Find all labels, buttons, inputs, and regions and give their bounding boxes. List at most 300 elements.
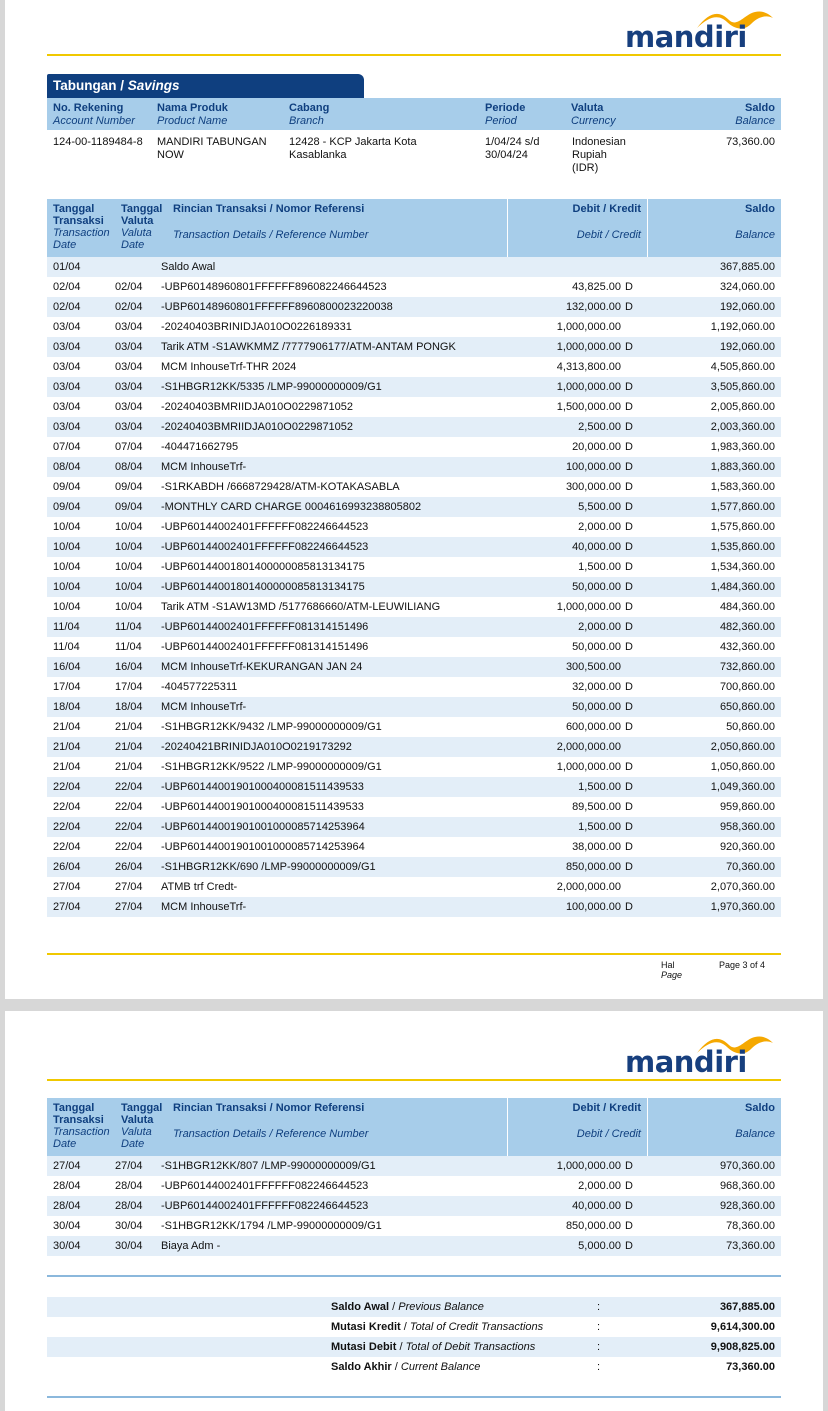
cell-balance: 192,060.00 <box>641 337 781 357</box>
cell-amount: 850,000.00 <box>565 1220 621 1232</box>
cell-value-date: 21/04 <box>115 761 143 773</box>
cell-date: 07/04 <box>53 441 81 453</box>
cell-dc: D <box>625 721 633 733</box>
summary-value: 9,908,825.00 <box>622 1337 781 1357</box>
summary-value: 9,614,300.00 <box>710 1321 775 1333</box>
table-row <box>47 477 781 497</box>
summary-row <box>47 1297 781 1317</box>
cell-balance: 482,360.00 <box>641 617 781 637</box>
cell-balance: 2,070,360.00 <box>710 881 775 893</box>
cell-balance: 1,970,360.00 <box>641 897 781 917</box>
cell-detail: Tarik ATM -S1AWKMMZ /7777906177/ATM-ANTAM PONGK <box>155 337 485 357</box>
cell-dc: D <box>625 817 641 837</box>
cell-detail: -404577225311 <box>161 681 238 693</box>
cell-detail: MCM InhouseTrf- <box>155 897 485 917</box>
summary-divider <box>47 1275 781 1277</box>
cell-amount: 600,000.00 <box>565 721 621 733</box>
table-row <box>47 1176 781 1196</box>
cell-amount: 38,000.00 <box>572 841 621 853</box>
cell-date: 03/04 <box>47 377 109 397</box>
col-branch: Cabang Branch <box>289 102 330 127</box>
cell-detail: -UBP60144001801400000085813134175 <box>155 577 485 597</box>
cell-detail: Tarik ATM -S1AW13MD /5177686660/ATM-LEUWILIANG <box>161 601 441 613</box>
col-product-name: Nama Produk Product Name <box>157 102 228 127</box>
cell-detail: Saldo Awal <box>155 257 485 277</box>
cell-detail: -UBP60144001901000400081511439533 <box>155 777 485 797</box>
account-header-row <box>47 98 781 130</box>
cell-date: 11/04 <box>53 641 80 653</box>
cell-date: 03/04 <box>53 401 81 413</box>
table-row <box>47 1196 781 1216</box>
cell-amount: 2,000,000.00 <box>556 881 621 893</box>
cell-detail: -UBP60144001901001000085714253964 <box>155 817 485 837</box>
cell-dc: D <box>625 561 633 573</box>
cell-dc: D <box>625 481 633 493</box>
cell-balance: 958,360.00 <box>641 817 781 837</box>
cell-balance: 1,534,360.00 <box>710 561 775 573</box>
table-row <box>47 737 781 757</box>
transactions-header <box>47 199 781 257</box>
mandiri-logo <box>625 6 775 54</box>
cell-dc: D <box>625 537 641 557</box>
cell-dc: D <box>625 577 641 597</box>
cell-detail: -UBP60144002401FFFFFF082246644523 <box>155 1196 485 1216</box>
cell-balance: 732,860.00 <box>641 657 781 677</box>
summary-separator: : <box>591 1337 622 1357</box>
table-row <box>47 577 781 597</box>
cell-balance: 78,360.00 <box>726 1220 775 1232</box>
cell-amount: 300,000.00 <box>565 481 621 493</box>
cell-detail: -UBP60144001901000400081511439533 <box>161 801 364 813</box>
cell-detail: -S1HBGR12KK/1794 /LMP-99000000009/G1 <box>161 1220 382 1232</box>
cell-amount: 1,000,000.00 <box>485 1156 625 1176</box>
cell-detail: -UBP60144002401FFFFFF082246644523 <box>161 1180 369 1192</box>
cell-amount <box>485 257 625 277</box>
cell-date: 10/04 <box>47 577 109 597</box>
logo-wordmark: mandiri <box>625 20 747 54</box>
cell-dc: D <box>625 401 633 413</box>
cell-date: 28/04 <box>53 1180 81 1192</box>
table-row <box>47 317 781 337</box>
cell-dc: D <box>625 801 633 813</box>
product-name: MANDIRI TABUNGAN NOW <box>157 136 267 161</box>
cell-dc <box>625 357 641 377</box>
cell-value-date: 30/04 <box>115 1220 143 1232</box>
cell-date: 10/04 <box>47 537 109 557</box>
cell-amount: 20,000.00 <box>572 441 621 453</box>
account-balance: 73,360.00 <box>726 136 775 148</box>
cell-value-date: 03/04 <box>115 401 143 413</box>
cell-detail: -UBP60148960801FFFFFF896082246644523 <box>161 281 387 293</box>
statement-page-4 <box>5 1011 823 1411</box>
cell-balance: 970,360.00 <box>641 1156 781 1176</box>
cell-value-date: 26/04 <box>109 857 155 877</box>
cell-value-date: 09/04 <box>115 481 143 493</box>
cell-amount: 50,000.00 <box>572 641 621 653</box>
cell-amount: 100,000.00 <box>485 897 625 917</box>
cell-amount: 2,000.00 <box>578 521 621 533</box>
table-row <box>47 817 781 837</box>
cell-date: 21/04 <box>53 761 81 773</box>
cell-date: 03/04 <box>53 361 81 373</box>
col-debit-credit: Debit / Kredit Debit / Credit <box>572 1102 641 1140</box>
cell-balance: 432,360.00 <box>719 641 775 653</box>
col-debit-credit: Debit / Kredit Debit / Credit <box>572 203 641 241</box>
col-transaction-date: Tanggal Transaksi Transaction Date <box>53 1102 110 1150</box>
summary-value: 367,885.00 <box>622 1297 781 1317</box>
cell-dc: D <box>625 521 633 533</box>
cell-amount: 32,000.00 <box>572 681 621 693</box>
cell-dc: D <box>625 857 641 877</box>
cell-balance: 367,885.00 <box>641 257 781 277</box>
cell-date: 09/04 <box>53 481 81 493</box>
cell-amount: 100,000.00 <box>485 457 625 477</box>
cell-value-date: 03/04 <box>115 321 143 333</box>
cell-dc: D <box>625 1236 641 1256</box>
cell-date: 22/04 <box>47 777 109 797</box>
cell-value-date: 03/04 <box>115 361 143 373</box>
table-row <box>47 637 781 657</box>
cell-value-date: 03/04 <box>109 337 155 357</box>
cell-date: 01/04 <box>47 257 109 277</box>
col-balance: Saldo Balance <box>735 102 775 127</box>
cell-dc: D <box>625 441 633 453</box>
col-period: Periode Period <box>485 102 526 127</box>
table-row <box>47 857 781 877</box>
cell-amount: 50,000.00 <box>485 577 625 597</box>
cell-amount: 1,000,000.00 <box>556 761 621 773</box>
cell-balance: 2,003,360.00 <box>641 417 781 437</box>
cell-date: 21/04 <box>53 721 81 733</box>
section-title-en: Savings <box>127 78 180 93</box>
page-number: Page 3 of 4 <box>719 960 766 970</box>
cell-dc <box>625 317 641 337</box>
cell-dc: D <box>625 297 641 317</box>
table-row <box>47 697 781 717</box>
col-account-number: No. Rekening Account Number <box>53 102 135 127</box>
table-row <box>47 437 781 457</box>
cell-balance: 700,860.00 <box>719 681 775 693</box>
cell-date: 22/04 <box>53 801 81 813</box>
cell-balance: 324,060.00 <box>719 281 775 293</box>
cell-value-date: 27/04 <box>115 881 143 893</box>
cell-amount: 132,000.00 <box>485 297 625 317</box>
cell-value-date: 28/04 <box>109 1196 155 1216</box>
cell-value-date: 30/04 <box>109 1236 155 1256</box>
cell-detail: -S1HBGR12KK/690 /LMP-99000000009/G1 <box>155 857 485 877</box>
table-row <box>47 1236 781 1256</box>
table-row <box>47 797 781 817</box>
cell-amount: 1,000,000.00 <box>485 337 625 357</box>
cell-date: 03/04 <box>53 321 81 333</box>
table-row <box>47 617 781 637</box>
table-row <box>47 837 781 857</box>
cell-date: 22/04 <box>47 817 109 837</box>
cell-balance: 650,860.00 <box>641 697 781 717</box>
cell-detail: -S1RKABDH /6668729428/ATM-KOTAKASABLA <box>161 481 400 493</box>
cell-dc: D <box>625 1156 641 1176</box>
cell-detail: MCM InhouseTrf-THR 2024 <box>161 361 297 373</box>
cell-value-date: 10/04 <box>115 561 143 573</box>
table-row <box>47 717 781 737</box>
cell-balance: 192,060.00 <box>641 297 781 317</box>
col-saldo: Saldo Balance <box>735 1102 775 1140</box>
statement-page-3 <box>5 0 823 999</box>
table-row <box>47 517 781 537</box>
transactions-header <box>47 1098 781 1156</box>
table-row <box>47 457 781 477</box>
cell-detail: -20240421BRINIDJA010O0219173292 <box>155 737 485 757</box>
cell-value-date: 03/04 <box>109 377 155 397</box>
cell-balance: 70,360.00 <box>641 857 781 877</box>
summary-separator: : <box>591 1297 622 1317</box>
transactions-table <box>47 1156 781 1256</box>
cell-amount: 40,000.00 <box>485 537 625 557</box>
summary-label: Saldo Awal / Previous Balance <box>325 1297 591 1317</box>
summary-row <box>47 1317 781 1337</box>
cell-value-date: 27/04 <box>109 1156 155 1176</box>
cell-balance: 968,360.00 <box>719 1180 775 1192</box>
cell-detail: -S1HBGR12KK/9522 /LMP-99000000009/G1 <box>161 761 382 773</box>
cell-value-date: 28/04 <box>115 1180 143 1192</box>
cell-date: 27/04 <box>47 1156 109 1176</box>
table-row <box>47 1156 781 1176</box>
cell-value-date: 10/04 <box>109 537 155 557</box>
cell-value-date: 18/04 <box>109 697 155 717</box>
cell-amount: 4,313,800.00 <box>556 361 621 373</box>
footer-divider <box>47 1396 781 1398</box>
cell-detail: MCM InhouseTrf-KEKURANGAN JAN 24 <box>155 657 485 677</box>
cell-date: 26/04 <box>47 857 109 877</box>
cell-detail: -UBP60144001801400000085813134175 <box>161 561 365 573</box>
cell-detail: -20240403BMRIIDJA010O0229871052 <box>155 417 485 437</box>
cell-dc <box>625 877 641 897</box>
table-row <box>47 397 781 417</box>
currency: Indonesian Rupiah (IDR) <box>572 136 626 174</box>
cell-value-date <box>109 257 155 277</box>
cell-dc: D <box>625 1196 641 1216</box>
cell-date: 21/04 <box>47 737 109 757</box>
cell-detail: -20240403BMRIIDJA010O0229871052 <box>161 401 354 413</box>
summary-label: Saldo Akhir / Current Balance <box>331 1361 481 1373</box>
cell-balance: 1,983,360.00 <box>710 441 775 453</box>
summary-separator: : <box>597 1321 601 1333</box>
cell-amount: 2,000.00 <box>485 617 625 637</box>
cell-dc: D <box>625 697 641 717</box>
cell-detail: -UBP60144002401FFFFFF081314151496 <box>161 641 369 653</box>
logo-wordmark: mandiri <box>625 1045 747 1079</box>
table-row <box>47 897 781 917</box>
cell-detail: -MONTHLY CARD CHARGE 0004616993238805802 <box>155 497 485 517</box>
summary-label: Mutasi Debit / Total of Debit Transactions <box>325 1337 591 1357</box>
header-divider <box>47 1079 781 1081</box>
cell-amount: 1,500,000.00 <box>556 401 621 413</box>
table-row <box>47 877 781 897</box>
cell-detail: -S1HBGR12KK/807 /LMP-99000000009/G1 <box>155 1156 485 1176</box>
cell-dc <box>625 657 641 677</box>
cell-balance: 1,050,860.00 <box>710 761 775 773</box>
summary-separator: : <box>597 1361 601 1373</box>
col-value-date: Tanggal Valuta Valuta Date <box>121 203 163 251</box>
cell-detail: MCM InhouseTrf- <box>155 457 485 477</box>
cell-dc: D <box>625 497 641 517</box>
cell-value-date: 09/04 <box>109 497 155 517</box>
cell-date: 03/04 <box>47 337 109 357</box>
table-row <box>47 277 781 297</box>
cell-date: 18/04 <box>47 697 109 717</box>
cell-date: 30/04 <box>53 1220 81 1232</box>
cell-balance: 920,360.00 <box>719 841 775 853</box>
account-number: 124-00-1189484-8 <box>53 136 143 148</box>
table-row <box>47 777 781 797</box>
cell-amount: 1,500.00 <box>485 777 625 797</box>
cell-dc <box>625 257 641 277</box>
cell-amount: 50,000.00 <box>485 697 625 717</box>
cell-amount: 850,000.00 <box>485 857 625 877</box>
cell-value-date: 10/04 <box>115 601 143 613</box>
cell-dc: D <box>625 281 633 293</box>
cell-amount: 300,500.00 <box>485 657 625 677</box>
summary-table <box>47 1297 781 1377</box>
table-row <box>47 597 781 617</box>
cell-date: 03/04 <box>47 417 109 437</box>
cell-date: 28/04 <box>47 1196 109 1216</box>
cell-balance: 2,050,860.00 <box>641 737 781 757</box>
cell-date: 30/04 <box>47 1236 109 1256</box>
cell-amount: 43,825.00 <box>572 281 621 293</box>
cell-dc: D <box>625 377 641 397</box>
table-row <box>47 757 781 777</box>
col-saldo: Saldo Balance <box>735 203 775 241</box>
statement-period: 1/04/24 s/d 30/04/24 <box>485 136 540 161</box>
cell-amount: 2,500.00 <box>485 417 625 437</box>
cell-value-date: 22/04 <box>109 777 155 797</box>
table-row <box>47 557 781 577</box>
cell-balance: 1,192,060.00 <box>710 321 775 333</box>
table-row <box>47 1216 781 1236</box>
cell-value-date: 22/04 <box>109 817 155 837</box>
cell-dc: D <box>625 457 641 477</box>
cell-value-date: 16/04 <box>109 657 155 677</box>
cell-balance: 4,505,860.00 <box>710 361 775 373</box>
cell-value-date: 21/04 <box>109 737 155 757</box>
cell-value-date: 21/04 <box>115 721 143 733</box>
cell-balance: 1,583,360.00 <box>710 481 775 493</box>
cell-detail: -S1HBGR12KK/9432 /LMP-99000000009/G1 <box>161 721 382 733</box>
col-transaction-date: Tanggal Transaksi Transaction Date <box>53 203 110 251</box>
transactions-table <box>47 257 781 917</box>
cell-dc: D <box>625 601 633 613</box>
cell-value-date: 10/04 <box>115 521 143 533</box>
cell-dc: D <box>625 1220 633 1232</box>
cell-balance: 50,860.00 <box>726 721 775 733</box>
cell-detail: -404471662795 <box>161 441 239 453</box>
table-row <box>47 537 781 557</box>
cell-dc <box>625 737 641 757</box>
cell-amount: 40,000.00 <box>485 1196 625 1216</box>
cell-amount: 1,000,000.00 <box>556 321 621 333</box>
cell-balance: 959,860.00 <box>719 801 775 813</box>
cell-amount: 1,000,000.00 <box>485 377 625 397</box>
cell-balance: 73,360.00 <box>641 1236 781 1256</box>
cell-balance: 1,049,360.00 <box>641 777 781 797</box>
col-transaction-details: Rincian Transaksi / Nomor Referensi Transaction Details / Reference Number <box>173 203 369 241</box>
cell-detail: ATMB trf Credt- <box>161 881 238 893</box>
cell-dc: D <box>625 681 633 693</box>
table-row <box>47 417 781 437</box>
cell-date: 02/04 <box>47 297 109 317</box>
section-title-id: Tabungan <box>53 78 117 93</box>
cell-amount: 5,000.00 <box>485 1236 625 1256</box>
table-row <box>47 677 781 697</box>
table-row <box>47 497 781 517</box>
table-row <box>47 377 781 397</box>
cell-detail: -S1HBGR12KK/5335 /LMP-99000000009/G1 <box>155 377 485 397</box>
cell-date: 17/04 <box>53 681 81 693</box>
table-row <box>47 257 781 277</box>
cell-amount: 1,000,000.00 <box>556 601 621 613</box>
cell-dc: D <box>625 841 633 853</box>
cell-dc: D <box>625 777 641 797</box>
col-currency: Valuta Currency <box>571 102 616 127</box>
cell-value-date: 17/04 <box>115 681 143 693</box>
cell-amount: 2,000.00 <box>578 1180 621 1192</box>
cell-amount: 5,500.00 <box>485 497 625 517</box>
cell-dc: D <box>625 761 633 773</box>
cell-balance: 1,535,860.00 <box>641 537 781 557</box>
table-row <box>47 297 781 317</box>
cell-balance: 2,005,860.00 <box>710 401 775 413</box>
cell-value-date: 02/04 <box>109 297 155 317</box>
cell-value-date: 07/04 <box>115 441 143 453</box>
cell-value-date: 22/04 <box>115 801 143 813</box>
cell-date: 02/04 <box>53 281 81 293</box>
cell-value-date: 27/04 <box>109 897 155 917</box>
cell-date: 10/04 <box>53 601 81 613</box>
cell-dc: D <box>625 641 633 653</box>
cell-date: 11/04 <box>47 617 109 637</box>
cell-detail: Biaya Adm - <box>155 1236 485 1256</box>
cell-balance: 3,505,860.00 <box>641 377 781 397</box>
summary-row <box>47 1357 781 1377</box>
table-row <box>47 357 781 377</box>
cell-balance: 1,575,860.00 <box>710 521 775 533</box>
footer-divider <box>47 953 781 955</box>
cell-detail: -UBP60144002401FFFFFF082246644523 <box>161 521 369 533</box>
cell-date: 09/04 <box>47 497 109 517</box>
page-label: Hal Page <box>661 960 683 980</box>
summary-label: Mutasi Kredit / Total of Credit Transactions <box>331 1321 544 1333</box>
cell-detail: MCM InhouseTrf- <box>155 697 485 717</box>
cell-date: 10/04 <box>53 561 81 573</box>
cell-dc: D <box>625 897 641 917</box>
cell-dc: D <box>625 617 641 637</box>
cell-balance: 484,360.00 <box>719 601 775 613</box>
cell-value-date: 02/04 <box>115 281 143 293</box>
cell-value-date: 22/04 <box>115 841 143 853</box>
cell-detail: -UBP60144002401FFFFFF082246644523 <box>155 537 485 557</box>
cell-date: 16/04 <box>47 657 109 677</box>
cell-detail: -UBP60144001901001000085714253964 <box>161 841 365 853</box>
cell-balance: 1,883,360.00 <box>641 457 781 477</box>
cell-amount: 89,500.00 <box>572 801 621 813</box>
cell-date: 27/04 <box>47 897 109 917</box>
cell-amount: 1,500.00 <box>485 817 625 837</box>
cell-dc: D <box>625 1180 633 1192</box>
cell-balance: 1,484,360.00 <box>641 577 781 597</box>
cell-date: 22/04 <box>53 841 81 853</box>
table-row <box>47 657 781 677</box>
